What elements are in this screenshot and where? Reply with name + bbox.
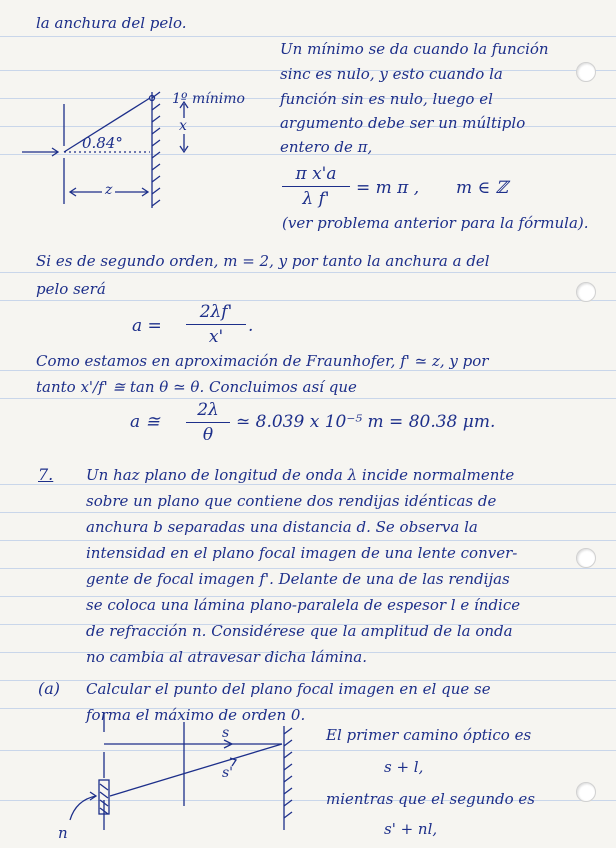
eq3-denominator: θ — [202, 425, 214, 445]
eq1-note: (ver problema anterior para la fórmula). — [282, 214, 589, 232]
eq1-denominator: λ f' — [302, 189, 330, 209]
note2-line: El primer camino óptico es — [326, 726, 532, 744]
problem-line: gente de focal imagen f'. Delante de una de las rendijas — [86, 570, 510, 588]
note2-line: s' + nl, — [384, 820, 438, 838]
problem-line: de refracción n. Considérese que la amplitud de la onda — [86, 622, 513, 640]
eq2-tail: . — [248, 316, 254, 336]
angle-label: 0.84° — [82, 134, 123, 152]
second-order-line: Si es de segundo orden, m = 2, y por tanto la anchura a del — [36, 252, 490, 270]
index-n-label: n — [58, 824, 68, 842]
part-a-line: Calcular el punto del plano focal imagen en el que se — [86, 680, 491, 698]
problem-line: sobre un plano que contiene dos rendijas idénticas de — [86, 492, 497, 510]
problem-line: se coloca una lámina plano-paralela de espesor l e índice — [86, 596, 521, 614]
z-distance-label: z — [102, 181, 115, 199]
first-minimum-label: 1º mínimo — [172, 91, 245, 107]
problem-line: no cambia al atravesar dicha lámina. — [86, 648, 367, 666]
note2-line: mientras que el segundo es — [326, 790, 535, 808]
header-line: la anchura del pelo. — [36, 14, 187, 32]
eq3-numerator: 2λ — [186, 400, 230, 423]
second-order-line: pelo será — [36, 280, 106, 298]
problem-line: anchura b separadas una distancia d. Se observa la — [86, 518, 478, 536]
x-distance-label: x — [179, 118, 187, 134]
eq1-numerator: π x'a — [282, 164, 350, 187]
note2-line: s + l, — [384, 758, 424, 776]
note1-line: entero de π, — [280, 138, 373, 156]
note1-line: función sin es nulo, luego el — [280, 90, 493, 108]
eq3-rhs: ≃ 8.039 x 10⁻⁵ m = 80.38 μm. — [236, 412, 496, 432]
fraunhofer-line: Como estamos en aproximación de Fraunhofer, f' ≃ z, y por — [36, 352, 489, 370]
part-a-line: forma el máximo de orden 0. — [86, 706, 306, 724]
note1-line: sinc es nulo, y esto cuando la — [280, 65, 503, 83]
path-s-label: s — [222, 725, 230, 741]
path-s-prime-label: s' — [222, 765, 234, 781]
problem-line: intensidad en el plano focal imagen de una lente conver- — [86, 544, 518, 562]
note1-line: Un mínimo se da cuando la función — [280, 40, 549, 58]
note1-line: argumento debe ser un múltiplo — [280, 114, 526, 132]
part-a-label: (a) — [38, 679, 61, 698]
eq3-lhs: a ≅ — [130, 412, 160, 432]
eq1-rhs: = m π , — [356, 178, 420, 198]
eq2-numerator: 2λf' — [186, 302, 246, 325]
eq1-set: m ∈ ℤ — [456, 178, 508, 198]
fraunhofer-line: tanto x'/f' ≅ tan θ ≃ θ. Concluimos así que — [36, 378, 357, 396]
eq2-lhs: a = — [132, 316, 162, 336]
problem-number: 7. — [38, 465, 54, 484]
eq2-denominator: x' — [208, 327, 224, 347]
problem-line: Un haz plano de longitud de onda λ incide normalmente — [86, 466, 515, 484]
